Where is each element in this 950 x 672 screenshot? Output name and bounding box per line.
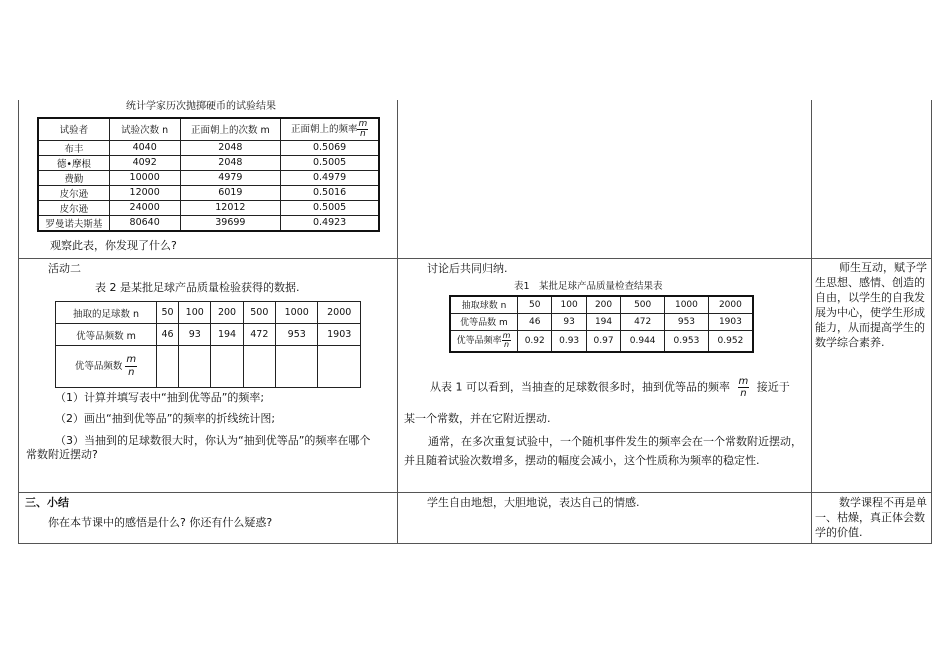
table-cell: 布丰 — [38, 140, 109, 155]
table-row — [56, 324, 361, 346]
table-cell: 0.4979 — [281, 170, 379, 185]
table-cell: 10000 — [109, 170, 180, 185]
frame-row2-bottom — [18, 492, 932, 493]
coin-table-title: 统计学家历次抛掷硬币的试验结果 — [126, 101, 276, 112]
table-row — [56, 302, 361, 324]
table-cell: 953 — [665, 313, 709, 330]
table-cell: 200 — [211, 302, 243, 324]
table-cell: 2000 — [318, 302, 361, 324]
table-row — [450, 296, 753, 313]
table-cell: 953 — [275, 324, 318, 346]
activity-two-title: 活动二 — [48, 262, 81, 275]
coin-header-frequency: 正面朝上的频率 $\frac{m}{n}$ — [281, 118, 379, 140]
row-label: 优等品频数 $\frac{m}{n}$ — [56, 346, 157, 388]
table-cell: 100 — [179, 302, 211, 324]
table-cell: 0.93 — [552, 330, 586, 352]
table-cell: 0.5005 — [281, 155, 379, 170]
table-cell: 0.5016 — [281, 185, 379, 200]
coin-header-heads: 正面朝上的次数 m — [180, 118, 281, 140]
fraction-m-n: $\frac{m}{n}$ — [738, 376, 749, 399]
row-label: 抽取的足球数 n — [56, 302, 157, 324]
football-table-caption: 表 2 是某批足球产品质量检验获得的数据. — [95, 281, 300, 294]
table-cell: 200 — [586, 296, 620, 313]
table-row — [56, 346, 361, 388]
table-cell: 93 — [179, 324, 211, 346]
table-cell: 500 — [243, 302, 275, 324]
table-cell — [318, 346, 361, 388]
table-cell: 472 — [621, 313, 665, 330]
table-cell: 46 — [157, 324, 179, 346]
table-cell: 0.5005 — [281, 200, 379, 215]
frame-bottom — [18, 543, 932, 544]
table-cell: 费勤 — [38, 170, 109, 185]
table-row — [38, 170, 379, 185]
table-cell — [179, 346, 211, 388]
table-cell: 0.952 — [708, 330, 753, 352]
para2: 通常，在多次重复试验中，一个随机事件发生的频率会在一个常数附近摆动，并且随着试验次数增多，摆动的幅度会减小，这个性质称为频率的稳定性. — [404, 435, 802, 467]
table-cell: 50 — [518, 296, 552, 313]
table-cell: 1000 — [665, 296, 709, 313]
task-3-cont: 常数附近摆动? — [26, 448, 98, 461]
table-cell: 50 — [157, 302, 179, 324]
table-cell — [211, 346, 243, 388]
mid-table-caption: 表1 某批足球产品质量检查结果表 — [514, 281, 663, 292]
coin-header-tester: 试验者 — [38, 118, 109, 140]
para1-line2: 某一个常数，并在它附近摆动. — [404, 412, 551, 425]
table-cell: 2048 — [180, 140, 281, 155]
table-cell: 0.4923 — [281, 215, 379, 231]
para1-text-a: 从表 1 可以看到，当抽查的足球数很多时，抽到优等品的频率 — [430, 380, 730, 394]
table-cell — [157, 346, 179, 388]
table-cell: 46 — [518, 313, 552, 330]
table-cell — [243, 346, 275, 388]
table-cell: 2048 — [180, 155, 281, 170]
table-cell: 4040 — [109, 140, 180, 155]
row-label: 抽取球数 n — [450, 296, 518, 313]
table-cell — [275, 346, 318, 388]
table-cell: 0.5069 — [281, 140, 379, 155]
table-row — [450, 330, 753, 352]
table-row — [450, 313, 753, 330]
table-cell: 4092 — [109, 155, 180, 170]
row2-right-note: 师生互动，赋予学生思想、感情、创造的自由，以学生的自我发展为中心，使学生形成能力，从而提高学生的数学综合素养. — [815, 261, 927, 349]
table-row — [38, 215, 379, 231]
frame-col3 — [811, 100, 812, 544]
table-cell: 1000 — [275, 302, 318, 324]
table-cell: 0.97 — [586, 330, 620, 352]
table-cell: 4979 — [180, 170, 281, 185]
table-row — [38, 155, 379, 170]
table-cell: 100 — [552, 296, 586, 313]
table-row — [38, 140, 379, 155]
frame-right — [931, 100, 932, 544]
frame-col2 — [397, 100, 398, 544]
table-cell: 0.953 — [665, 330, 709, 352]
table-cell: 24000 — [109, 200, 180, 215]
table-cell: 1903 — [708, 313, 753, 330]
coin-table — [37, 117, 380, 232]
table-cell: 皮尔逊 — [38, 200, 109, 215]
table-cell: 93 — [552, 313, 586, 330]
table-cell: 80640 — [109, 215, 180, 231]
fraction-m-n: $\frac{m}{n}$ — [126, 354, 137, 378]
table-cell: 德•摩根 — [38, 155, 109, 170]
table-cell: 6019 — [180, 185, 281, 200]
frame-row1-bottom — [18, 258, 932, 259]
table-cell: 2000 — [708, 296, 753, 313]
table-cell: 194 — [586, 313, 620, 330]
coin-header-trials: 试验次数 n — [109, 118, 180, 140]
row1-question: 观察此表，你发现了什么? — [50, 239, 177, 252]
para1-line1 — [430, 376, 790, 399]
frame-left — [18, 100, 19, 544]
quality-table — [449, 295, 754, 353]
table-row — [38, 200, 379, 215]
football-table — [55, 301, 361, 388]
table-cell: 0.92 — [518, 330, 552, 352]
summary-section-title: 三、小结 — [25, 496, 69, 509]
task-3: （3）当抽到的足球数很大时，你认为“抽到优等品”的频率在哪个 — [55, 434, 371, 447]
row-label: 优等品频数 m — [56, 324, 157, 346]
task-2: （2）画出“抽到优等品”的频率的折线统计图; — [55, 412, 276, 425]
summary-right-note: 数学课程不再是单一、枯燥，真正体会数学的价值. — [815, 496, 927, 539]
discussion-title: 讨论后共同归纳. — [427, 262, 508, 275]
table-cell: 500 — [621, 296, 665, 313]
table-row — [38, 185, 379, 200]
table-cell: 39699 — [180, 215, 281, 231]
table-cell: 皮尔逊 — [38, 185, 109, 200]
table-cell: 0.944 — [621, 330, 665, 352]
row-label: 优等品频率 $\frac{m}{n}$ — [450, 330, 518, 352]
table-cell: 1903 — [318, 324, 361, 346]
row-label: 优等品数 m — [450, 313, 518, 330]
summary-middle: 学生自由地想，大胆地说，表达自己的情感. — [427, 496, 640, 509]
fraction-m-n: $\frac{m}{n}$ — [358, 118, 368, 139]
task-1: （1）计算并填写表中“抽到优等品”的频率; — [55, 391, 265, 404]
fraction-m-n: $\frac{m}{n}$ — [502, 331, 511, 350]
table-cell: 12000 — [109, 185, 180, 200]
para1-text-b: 接近于 — [756, 380, 790, 394]
table-cell: 12012 — [180, 200, 281, 215]
table-cell: 194 — [211, 324, 243, 346]
table-cell: 472 — [243, 324, 275, 346]
summary-question: 你在本节课中的感悟是什么? 你还有什么疑惑? — [48, 516, 273, 529]
table-cell: 罗曼诺夫斯基 — [38, 215, 109, 231]
